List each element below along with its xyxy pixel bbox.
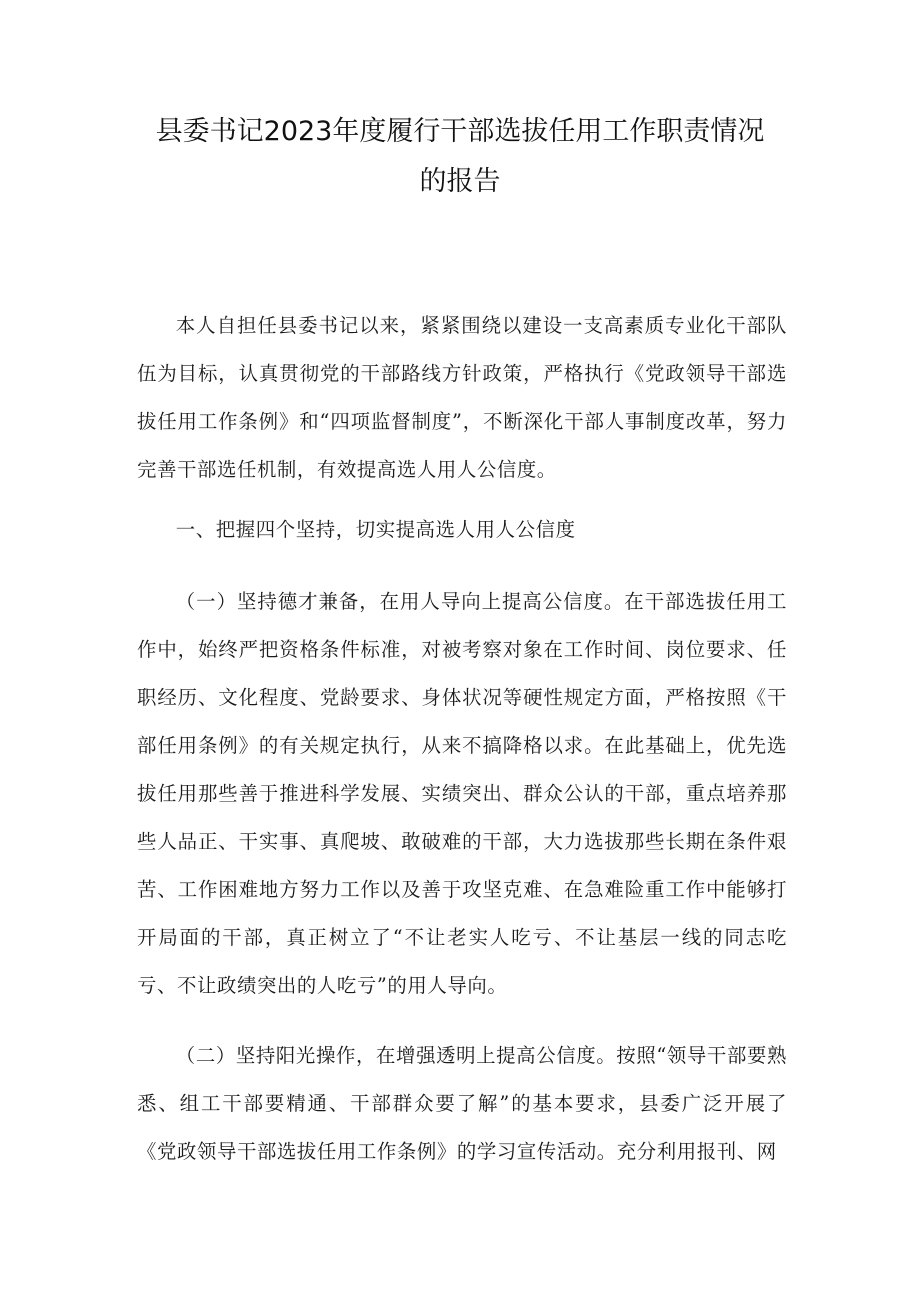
section-heading-1: 一、把握四个坚持，切实提高选人用人公信度	[175, 518, 576, 541]
document-title-line2: 的报告	[419, 166, 501, 197]
document-title-line1: 县委书记2023年度履行干部选拔任用工作职责情况	[155, 116, 765, 147]
intro-paragraph: 本人自担任县委书记以来，紧紧围绕以建设一支高素质专业化干部队伍为目标，认真贯彻党的干部路线方针政策，严格执行《党政领导干部选拔任用工作条例》和“四项监督制度”，不断深化干部人事制度改革，努力完善干部选任机制，有效提高选人用人公信度。	[137, 314, 787, 481]
subsection-paragraph-1: （一）坚持德才兼备，在用人导向上提高公信度。在干部选拔任用工作中，始终严把资格条件标准，对被考察对象在工作时间、岗位要求、任职经历、文化程度、党龄要求、身体状况等硬性规定方面，严格按照《干部任用条例》的有关规定执行，从来不搞降格以求。在此基础上，优先选拔任用那些善于推进科学发展、实绩突出、群众公认的干部，重点培养那些人品正、干实事、真爬坡、敢破难的干部，大力选拔那些长期在条件艰苦、工作困难地方努力工作以及善于攻坚克难、在急难险重工作中能够打开局面的干部，真正树立了“不让老实人吃亏、不让基层一线的同志吃亏、不让政绩突出的人吃亏”的用人导向。	[137, 590, 787, 997]
subsection-paragraph-2: （二）坚持阳光操作，在增强透明上提高公信度。按照“领导干部要熟悉、组工干部要精通、干部群众要了解”的基本要求，县委广泛开展了《党政领导干部选拔任用工作条例》的学习宣传活动。充分利用报刊、网	[137, 1044, 787, 1163]
